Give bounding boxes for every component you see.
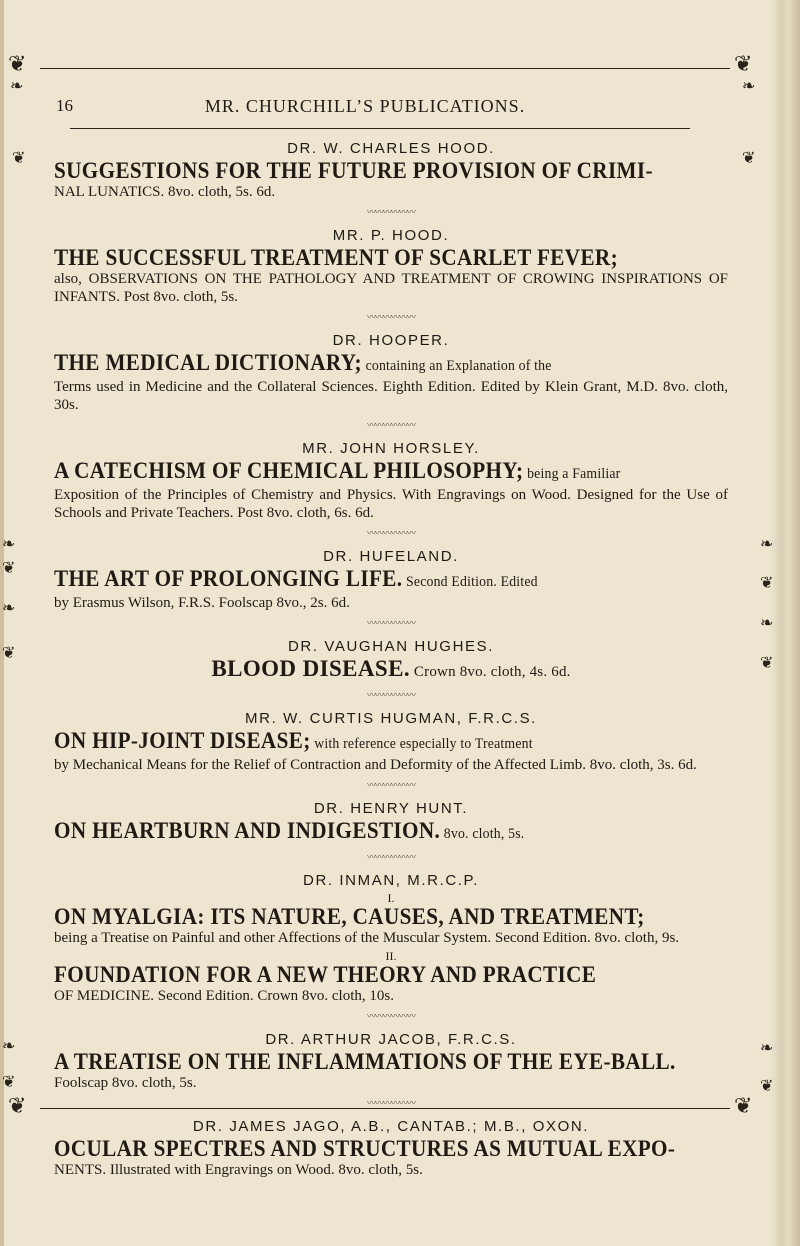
entry-title: ON MYALGIA: ITS NATURE, CAUSES, AND TREATMENT; [54,904,645,929]
entry-author: DR. VAUGHAN HUGHES. [288,638,494,655]
entry-title: FOUNDATION FOR A NEW THEORY AND PRACTICE [54,962,597,987]
page-left-edge [0,0,4,1246]
catalogue-entry [54,140,728,201]
entry-details: NENTS. Illustrated with Engravings on Wood. 8vo. cloth, 5s. [54,1162,423,1178]
entry-author: DR. HUFELAND. [323,548,459,565]
page-header [0,96,800,116]
leaf-ornament-icon: ❦ [760,653,774,672]
catalogue-entry [54,710,728,774]
entry-title: OCULAR SPECTRES AND STRUCTURES AS MUTUAL EXPO- [54,1136,676,1161]
wavy-separator: 〰〰〰〰〰〰 [366,1011,415,1021]
wavy-separator: 〰〰〰〰〰〰 [366,528,415,538]
floral-ornament-icon: ❦ [734,1094,753,1119]
leaf-ornament-icon: ❦ [12,148,26,167]
entry-author: DR. HOOPER. [332,332,450,349]
entry-details: Exposition of the Principles of Chemistry and Physics. With Engravings on Wood. Designed for the Use of Schools and Private Teachers. Post 8vo. cloth, 6s. 6d. [54,487,728,521]
entry-details: Terms used in Medicine and the Collateral Sciences. Eighth Edition. Edited by Klein Grant, M.D. 8vo. cloth, 30s. [54,379,728,413]
entry-number: II. [385,949,397,963]
entry-details: being a Treatise on Painful and other Affections of the Muscular System. Second Edition. 8vo. cloth, 9s. [54,930,680,946]
entry-author: MR. W. CURTIS HUGMAN, F.R.C.S. [245,710,537,727]
leaf-ornament-icon: ❧ [742,76,756,95]
header-rule [70,128,690,129]
entry-author: DR. ARTHUR JACOB, F.R.C.S. [265,1031,517,1048]
entry-author: DR. HENRY HUNT. [313,800,469,817]
leaf-ornament-icon: ❦ [2,1072,16,1091]
leaf-ornament-icon: ❧ [2,1036,16,1055]
catalogue-list [54,140,728,1179]
floral-ornament-icon: ❦ [734,52,753,77]
entry-author: MR. P. HOOD. [332,227,450,244]
entry-title: THE SUCCESSFUL TREATMENT OF SCARLET FEVER; [54,245,618,270]
leaf-ornament-icon: ❦ [2,643,16,662]
entry-title: THE MEDICAL DICTIONARY; containing an Explanation of the [54,350,552,375]
page-number: 16 [56,96,73,115]
leaf-ornament-icon: ❦ [742,148,756,167]
leaf-ornament-icon: ❧ [2,598,16,617]
top-rule [40,68,730,69]
page-right-edge [770,0,800,1246]
floral-ornament-icon: ❦ [8,1094,27,1119]
bottom-rule [40,1108,730,1109]
catalogue-entry [54,1118,728,1179]
catalogue-entry [54,548,728,612]
entry-title: THE ART OF PROLONGING LIFE. Second Edition. Edited [54,566,538,591]
entry-number: I. [387,891,395,905]
entry-author: DR. JAMES JAGO, A.B., CANTAB.; M.B., OXON. [192,1118,590,1135]
leaf-ornament-icon: ❧ [760,613,774,632]
entry-title: A TREATISE ON THE INFLAMMATIONS OF THE EYE-BALL. [54,1049,676,1074]
leaf-ornament-icon: ❧ [2,534,16,553]
leaf-ornament-icon: ❦ [2,558,16,577]
floral-ornament-icon: ❦ [8,52,27,77]
entry-title: SUGGESTIONS FOR THE FUTURE PROVISION OF CRIMI- [54,158,653,183]
running-title: MR. CHURCHILL’S PUBLICATIONS. [204,96,526,116]
catalogue-entry [54,227,728,306]
entry-title: ON HEARTBURN AND INDIGESTION. 8vo. cloth, 5s. [54,818,525,843]
wavy-separator: 〰〰〰〰〰〰 [366,207,415,217]
entry-details: also, OBSERVATIONS ON THE PATHOLOGY AND TREATMENT OF CROWING INSPIRATIONS OF INFANTS. Post 8vo. cloth, 5s. [54,271,728,305]
entry-details: by Mechanical Means for the Relief of Contraction and Deformity of the Affected Limb. 8vo. cloth, 3s. 6d. [54,757,697,773]
leaf-ornament-icon: ❧ [760,534,774,553]
entry-details: by Erasmus Wilson, F.R.S. Foolscap 8vo., 2s. 6d. [54,595,350,611]
wavy-separator: 〰〰〰〰〰〰 [366,780,415,790]
wavy-separator: 〰〰〰〰〰〰 [366,618,415,628]
catalogue-entry [54,1031,728,1092]
wavy-separator: 〰〰〰〰〰〰 [366,1098,415,1108]
entry-author: DR. INMAN, M.R.C.P. [303,872,479,889]
wavy-separator: 〰〰〰〰〰〰 [366,312,415,322]
entry-title: A CATECHISM OF CHEMICAL PHILOSOPHY; being a Familiar [54,458,621,483]
entry-title: ON HIP-JOINT DISEASE; with reference especially to Treatment [54,728,533,753]
entry-title: BLOOD DISEASE. Crown 8vo. cloth, 4s. 6d. [211,656,571,681]
wavy-separator: 〰〰〰〰〰〰 [366,690,415,700]
entry-author: DR. W. CHARLES HOOD. [287,140,495,157]
leaf-ornament-icon: ❧ [760,1038,774,1057]
entry-details: Foolscap 8vo. cloth, 5s. [54,1075,197,1091]
catalogue-entry [54,800,728,846]
catalogue-entry [54,440,728,522]
entry-details: OF MEDICINE. Second Edition. Crown 8vo. cloth, 10s. [54,988,394,1004]
entry-author: MR. JOHN HORSLEY. [302,440,480,457]
leaf-ornament-icon: ❦ [760,1076,774,1095]
wavy-separator: 〰〰〰〰〰〰 [366,420,415,430]
wavy-separator: 〰〰〰〰〰〰 [366,852,415,862]
catalogue-entry [54,638,728,684]
catalogue-entry [54,332,728,414]
catalogue-entry [54,872,728,1005]
leaf-ornament-icon: ❧ [10,76,24,95]
entry-details: NAL LUNATICS. 8vo. cloth, 5s. 6d. [54,184,276,200]
leaf-ornament-icon: ❦ [760,573,774,592]
